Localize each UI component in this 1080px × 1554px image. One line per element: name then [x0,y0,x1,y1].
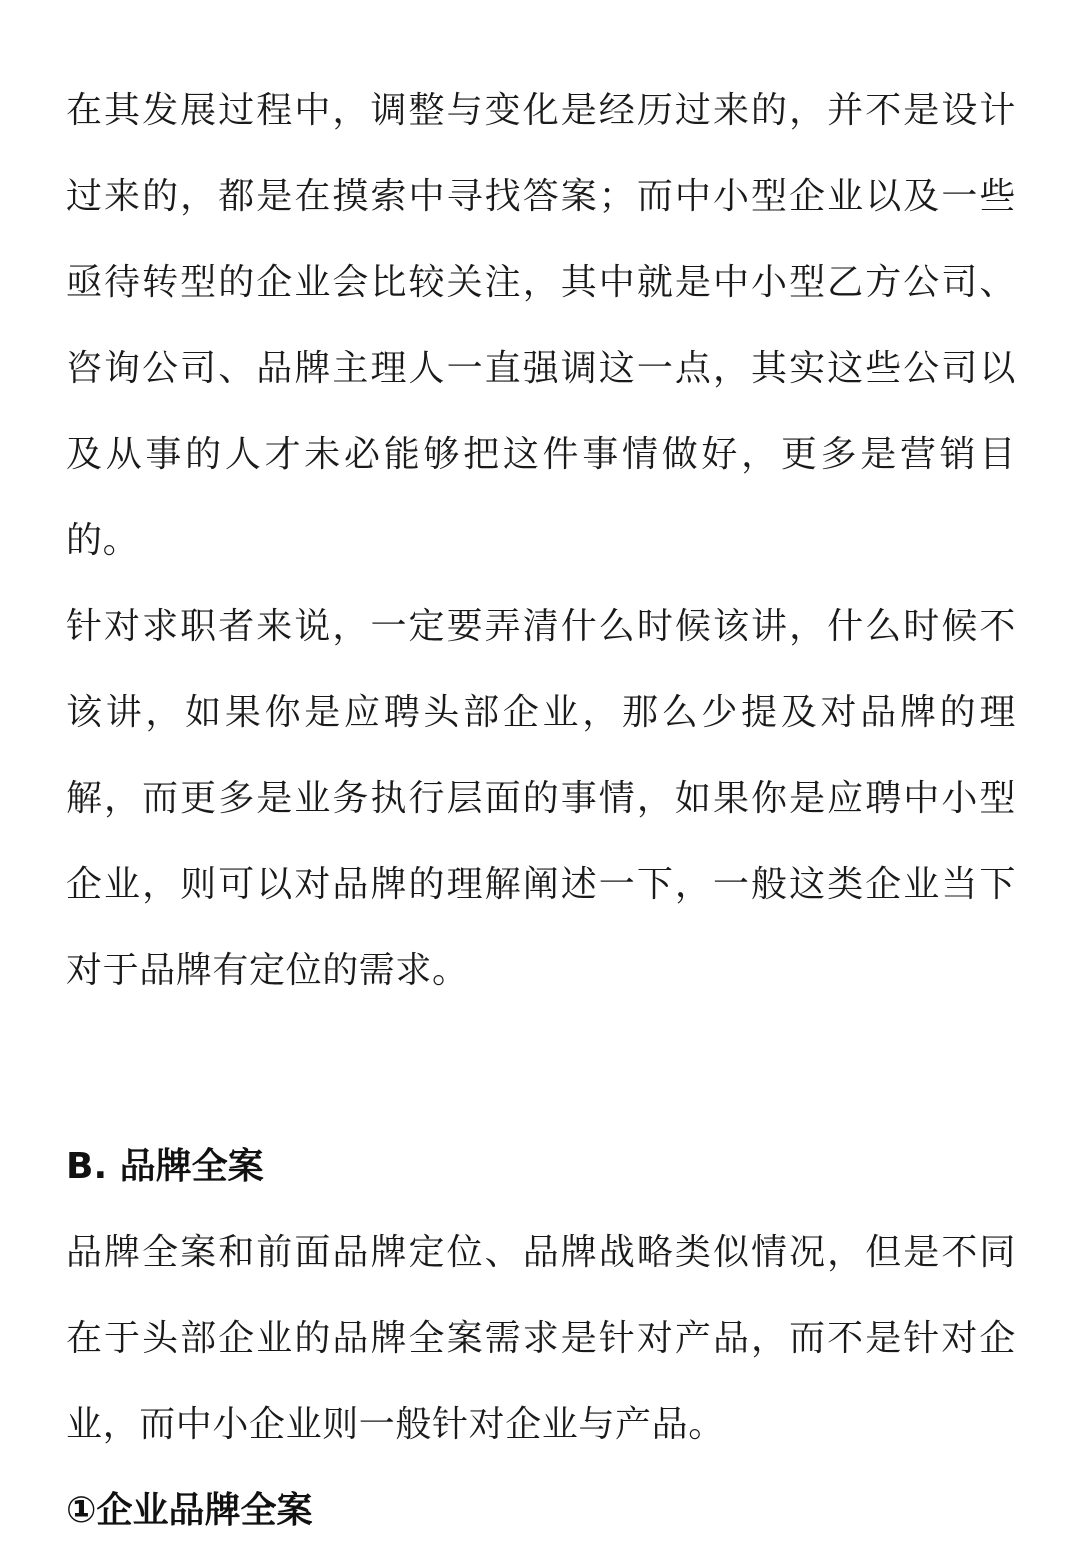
section-spacer [66,1014,1016,1124]
section-heading-brand-full-case: B. 品牌全案 [66,1146,264,1187]
paragraph-brand-full-case: 品牌全案和前面品牌定位、品牌战略类似情况，但是不同在于头部企业的品牌全案需求是针对产品，而不是针对企业，而中小企业则一般针对企业与产品。 [66,1232,1016,1445]
subsection-heading-enterprise-brand-full-case: ①企业品牌全案 [66,1490,313,1531]
paragraph-job-seeker-advice: 针对求职者来说，一定要弄清什么时候该讲，什么时候不该讲，如果你是应聘头部企业，那么少提及对品牌的理解，而更多是业务执行层面的事情，如果你是应聘中小型企业，则可以对品牌的理解阐述一下，一般这类企业当下对于品牌有定位的需求。 [66,606,1016,991]
article-body [66,68,1016,1554]
paragraph-development-process: 在其发展过程中，调整与变化是经历过来的，并不是设计过来的，都是在摸索中寻找答案；而中小型企业以及一些亟待转型的企业会比较关注，其中就是中小型乙方公司、咨询公司、品牌主理人一直强调这一点，其实这些公司以及从事的人才未必能够把这件事情做好，更多是营销目的。 [66,90,1016,561]
